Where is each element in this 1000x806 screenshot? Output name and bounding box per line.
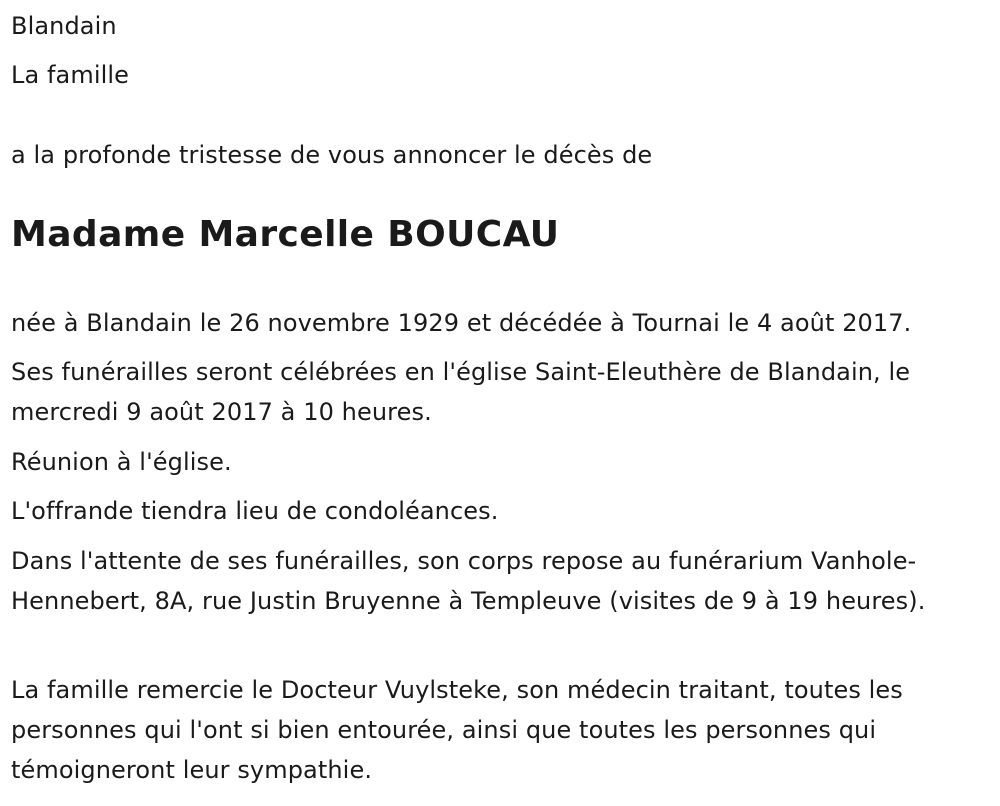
- family-label: La famille: [11, 61, 130, 89]
- rest-text: Dans l'attente de ses funérailles, son corps repose au funérarium Vanhole-Hennebert, 8A, rue Justin Bruyenne à Templeuve (visites de 9 à 19 heures).: [11, 547, 926, 615]
- announcement-intro: a la profonde tristesse de vous annoncer le décès de: [11, 141, 653, 169]
- birth-death-text: née à Blandain le 26 novembre 1929 et décédée à Tournai le 4 août 2017.: [11, 309, 912, 337]
- thanks-text: La famille remercie le Docteur Vuylsteke, son médecin traitant, toutes les personnes qui l'ont si bien entourée, ainsi que toutes les personnes qui témoigneront leur sympathie.: [11, 676, 903, 784]
- place-name: Blandain: [11, 12, 117, 40]
- offering-text: L'offrande tiendra lieu de condoléances.: [11, 497, 499, 525]
- funeral-text: Ses funérailles seront célébrées en l'église Saint-Eleuthère de Blandain, le mercredi 9 août 2017 à 10 heures.: [11, 358, 911, 426]
- deceased-name: Madame Marcelle BOUCAU: [11, 214, 560, 255]
- meeting-text: Réunion à l'église.: [11, 448, 232, 476]
